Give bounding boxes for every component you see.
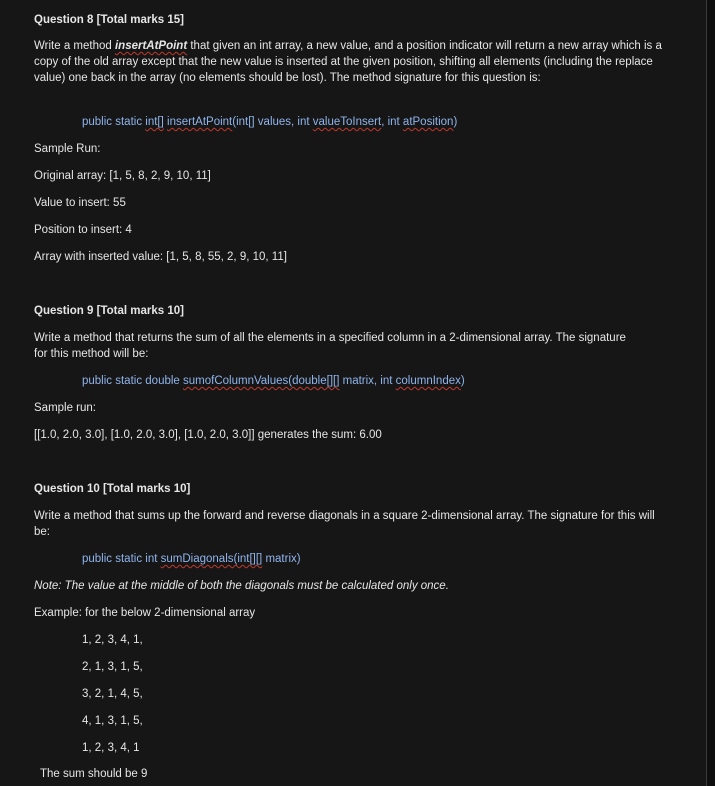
matrix-row: 1, 2, 3, 4, 1	[82, 742, 140, 754]
q9-sample-label: Sample run:	[34, 402, 97, 414]
q8-position-to-insert: Position to insert: 4	[34, 224, 132, 236]
q8-result-array: Array with inserted value: [1, 5, 8, 55, 2, 9, 10, 11]	[34, 251, 287, 263]
q10-intro: Write a method that sums up the forward and reverse diagonals in a square 2-dimensional array. The signature for this will be:	[34, 510, 655, 538]
q8-sample-label: Sample Run:	[34, 143, 101, 155]
q8-value-to-insert: Value to insert: 55	[34, 197, 126, 209]
q10-signature: public static int sumDiagonals(int[][] matrix)	[82, 553, 301, 565]
matrix-row: 1, 2, 3, 4, 1,	[82, 634, 143, 646]
matrix-row: 2, 1, 3, 1, 5,	[82, 661, 143, 673]
q8-signature: public static int[] insertAtPoint(int[] values, int valueToInsert, int atPosition)	[82, 116, 458, 128]
q8-original-array: Original array: [1, 5, 8, 2, 9, 10, 11]	[34, 170, 211, 182]
q8-heading: Question 8 [Total marks 15]	[34, 14, 184, 26]
q9-signature: public static double sumofColumnValues(double[][] matrix, int columnIndex)	[82, 375, 465, 387]
matrix-row: 4, 1, 3, 1, 5,	[82, 715, 143, 727]
q9-heading: Question 9 [Total marks 10]	[34, 305, 184, 317]
matrix-row: 3, 2, 1, 4, 5,	[82, 688, 143, 700]
q8-method-name: insertAtPoint	[114, 40, 188, 52]
q10-example-label: Example: for the below 2-dimensional array	[34, 607, 256, 619]
q10-sum: The sum should be 9	[40, 768, 148, 780]
q8-intro: Write a method insertAtPoint that given an int array, a new value, and a position indicator will return a new array which is a copy of the old array except that the new value is inserted at the given position, shifting all elements (including the replace value) one back in the array (no elements should be lost). The method signature for this question is:	[34, 40, 662, 84]
q10-note: Note: The value at the middle of both the diagonals must be calculated only once.	[34, 580, 449, 592]
q9-sample: [[1.0, 2.0, 3.0], [1.0, 2.0, 3.0], [1.0, 2.0, 3.0]] generates the sum: 6.00	[34, 429, 382, 441]
q9-intro: Write a method that returns the sum of all the elements in a specified column in a 2-dimensional array. The signature for this method will be:	[34, 332, 626, 360]
q10-heading: Question 10 [Total marks 10]	[34, 483, 191, 495]
